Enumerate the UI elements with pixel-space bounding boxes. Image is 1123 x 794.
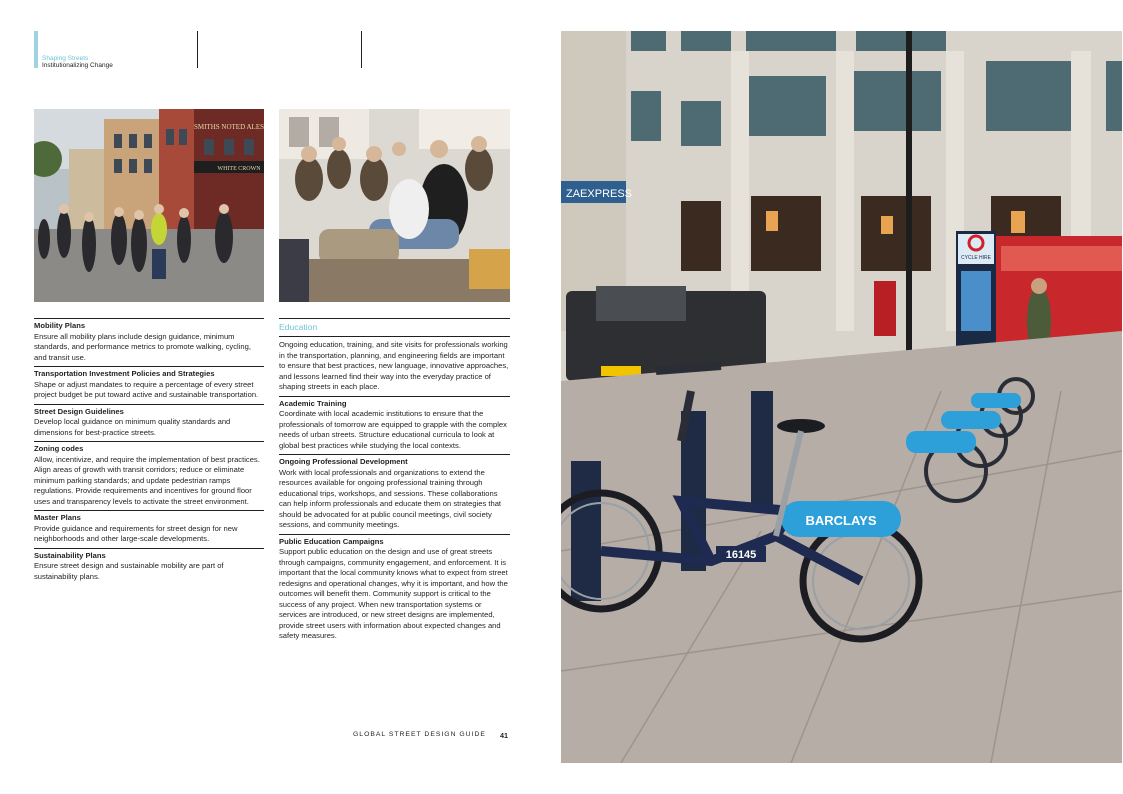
storefront-sign: ZAEXPRESS [566, 188, 633, 200]
pub-name-text: WHITE CROWN [217, 166, 261, 172]
section-body: Provide guidance and requirements for street design for new neighborhoods and other large-scale developments. [34, 523, 238, 543]
section-body: Allow, incentivize, and require the implementation of best practices. Align areas of growth with transit corridors; reduce or eliminate minimum parking standards; and update pedestrian ramps regulations. Provide requirements and incentives for ground floor uses and transparency levels to activate the street environment. [34, 454, 260, 506]
bike-number: 16145 [725, 549, 757, 561]
bike-brand-label: BARCLAYS [805, 513, 877, 528]
footer-book-title: GLOBAL STREET DESIGN GUIDE [353, 731, 486, 738]
section-education [279, 318, 510, 333]
section-title: Master Plans [34, 513, 81, 522]
section-body: Coordinate with local academic institutions to ensure that the professionals of tomorrow are equipped to grapple with the complex needs of urban streets. Structure educational curricula to look at global best practices while studying the local contexts. [279, 409, 507, 450]
header-accent-bar [34, 31, 38, 68]
section-body: Ensure street design and sustainable mobility are part of sustainability plans. [34, 561, 224, 581]
section-title: Sustainability Plans [34, 550, 106, 560]
page-number: 41 [500, 731, 508, 740]
section-professional-development [279, 454, 510, 531]
section-title: Street Design Guidelines [34, 406, 124, 416]
section-mobility-plans [34, 318, 264, 363]
section-academic-training [279, 396, 510, 452]
section-design-guidelines [34, 404, 264, 439]
section-body: Work with local professionals and organizations to extend the resources available for ongoing professional training through educational trips, workshops, and sessions. These collaborations can help inform professionals and educate them on strategies that should be advocated for at public council meetings, civil society sessions, and community meetings. [279, 467, 502, 529]
education-column [279, 318, 510, 645]
section-body: Support public education on the design and use of great streets through campaigns, community engagement, and enforcement. It is important that the local community knows what to expect from street redesigns and operational changes, why it is important, and how the outcomes will benefit them. Community support is critical to the success of any project. When new transportation systems or services are introduced, or new street designs are implemented, provide street users with information about expected changes and safety measures. [279, 547, 508, 640]
header-chapter: Shaping Streets [42, 55, 89, 62]
header-section: Institutionalizing Change [42, 62, 113, 69]
header-divider [197, 31, 198, 68]
education-heading: Education [279, 322, 318, 332]
section-master-plans [34, 510, 264, 545]
photo-workshop [279, 109, 510, 302]
section-title: Mobility Plans [34, 321, 86, 330]
pub-sign-text: SMITHS NOTED ALES [193, 123, 264, 131]
section-public-education [279, 534, 510, 642]
section-title: Ongoing Professional Development [279, 457, 408, 466]
section-body: Develop local guidance on minimum quality standards and dimensions for best-practice streets. [34, 417, 231, 437]
section-body: Shape or adjust mandates to require a percentage of every street project budget be put toward active and sustainable transportation. [34, 379, 259, 399]
section-sustainability-plans [34, 548, 264, 583]
section-body: Ongoing education, training, and site visits for professionals working in the transportation, planning, and engineering fields are important to ensure that best practices, new language, innovative approaches, and lessons learned find their way into the everyday practice of shaping streets in each place. [279, 340, 509, 391]
section-title: Zoning codes [34, 444, 84, 453]
education-intro [279, 336, 510, 393]
section-zoning-codes [34, 441, 264, 507]
photo-bike-share [561, 31, 1122, 763]
photo-street-tour [34, 109, 264, 302]
section-title: Academic Training [279, 398, 347, 408]
section-investment-policies [34, 366, 264, 401]
section-title: Transportation Investment Policies and Strategies [34, 369, 215, 378]
header-divider [361, 31, 362, 68]
section-title: Public Education Campaigns [279, 536, 384, 546]
section-body: Ensure all mobility plans include design guidance, minimum standards, and performance metrics to promote walking, cycling, and transit use. [34, 331, 251, 362]
policy-column [34, 318, 264, 585]
cycle-hire-sign: CYCLE HIRE [960, 255, 992, 261]
running-header [34, 31, 364, 69]
